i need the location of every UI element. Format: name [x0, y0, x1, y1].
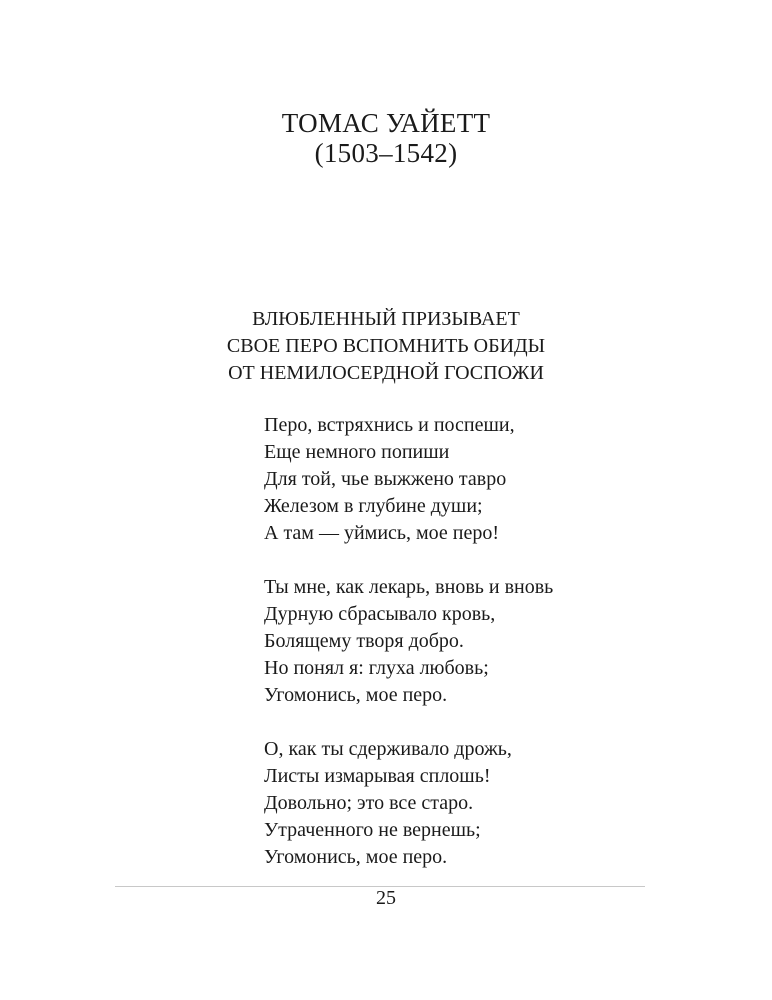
poem-line: Ты мне, как лекарь, вновь и вновь [264, 576, 554, 598]
author-heading [0, 108, 772, 168]
poem-line: Угомонись, мое перо. [264, 846, 448, 868]
poem-line: Листы измарывая сплошь! [264, 765, 491, 787]
poem-line: А там — уймись, мое перо! [264, 522, 500, 544]
stanza-1 [264, 412, 684, 547]
poem-title-line: ВЛЮБЛЕННЫЙ ПРИЗЫВАЕТ [252, 308, 520, 330]
poem-title [0, 306, 772, 387]
poem-line: О, как ты сдерживало дрожь, [264, 738, 512, 760]
poem-line: Но понял я: глуха любовь; [264, 657, 489, 679]
poem-line: Еще немного попиши [264, 441, 450, 463]
stanza-3 [264, 736, 684, 871]
poem-line: Болящему творя добро. [264, 630, 464, 652]
poem-line: Довольно; это все старо. [264, 792, 474, 814]
poem-line: Утраченного не вернешь; [264, 819, 481, 841]
poem-line: Угомонись, мое перо. [264, 684, 448, 706]
poem-line: Железом в глубине души; [264, 495, 483, 517]
poem-line: Дурную сбрасывало кровь, [264, 603, 496, 625]
poem-title-line: ОТ НЕМИЛОСЕРДНОЙ ГОСПОЖИ [228, 362, 544, 384]
stanza-2 [264, 574, 684, 709]
author-name: ТОМАС УАЙЕТТ [281, 108, 491, 138]
page-number: 25 [376, 887, 396, 909]
poem-title-line: СВОЕ ПЕРО ВСПОМНИТЬ ОБИДЫ [226, 335, 546, 357]
poem-line: Перо, встряхнись и поспеши, [264, 414, 515, 436]
author-years: (1503–1542) [314, 138, 458, 168]
poem-body [264, 412, 684, 871]
poem-line: Для той, чье выжжено тавро [264, 468, 507, 490]
